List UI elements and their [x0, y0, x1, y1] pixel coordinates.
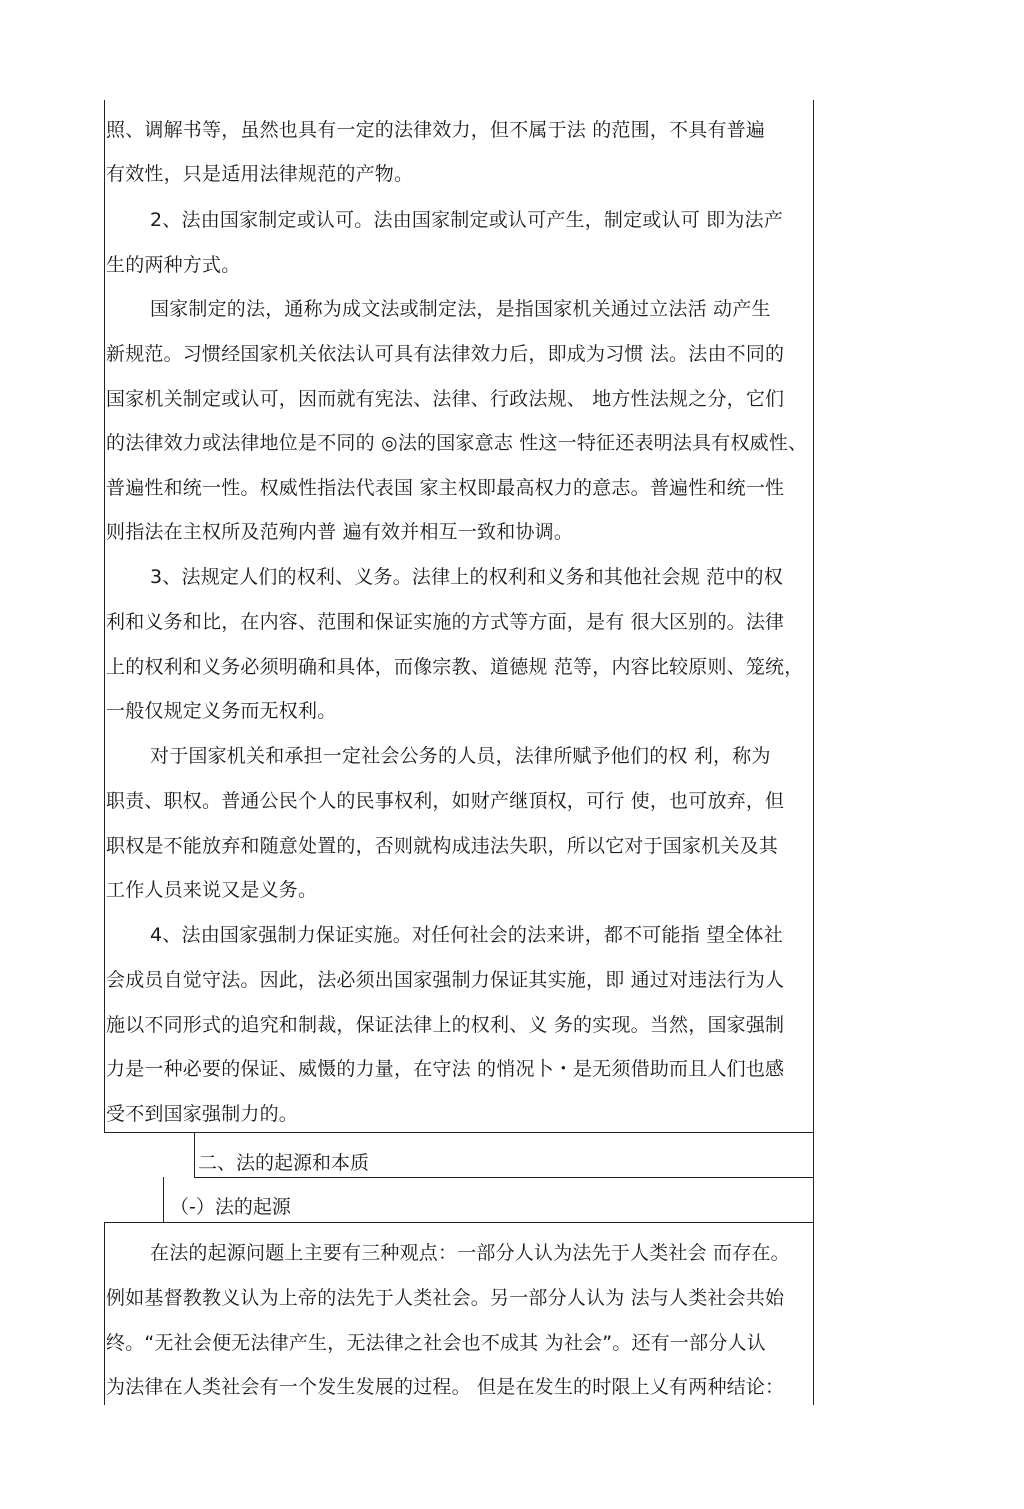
text-line: 4、法由国家强制力保证实施。对任何社会的法来讲，都不可能指 望全体社 [150, 924, 783, 946]
section-heading: 二、法的起源和本质 [198, 1152, 370, 1174]
text-line: 则指法在主权所及范殉内普 遍有效并相互一致和协调。 [106, 521, 574, 543]
text-line: 生的两种方式。 [106, 254, 241, 276]
text-line: 职权是不能放弃和随意处置的，否则就构成违法失职，所以它对于国家机关及其 [106, 835, 779, 857]
subsection-heading: （-）法的起源 [170, 1196, 291, 1218]
table-rule-1 [104, 1132, 814, 1133]
left-border-bottom [104, 1222, 105, 1405]
text-line: 为法律在人类社会有一个发生发展的过程。 但是在发生的时限上乂有两种结论： [106, 1376, 785, 1398]
text-line: 新规范。习惯经国家机关依法认可具有法律效力后，即成为习惯 法。法由不同的 [106, 343, 785, 365]
text-line: 工作人员来说又是义务。 [106, 879, 318, 901]
table-rule-3 [104, 1222, 814, 1223]
heading3-cell-left [163, 1177, 164, 1222]
text-line: 力是一种必要的保证、威慑的力量，在守法 的悄况卜・是无须借助而且人们也感 [106, 1058, 785, 1080]
left-border-top [104, 100, 105, 1133]
text-line: 2、法由国家制定或认可。法由国家制定或认可产生，制定或认可 即为法产 [150, 209, 783, 231]
text-line: 利和义务和比，在内容、范围和保证实施的方式等方面，是有 很大区别的。法律 [106, 611, 785, 633]
table-rule-2 [194, 1177, 814, 1178]
text-line: 会成员自觉守法。因此，法必须出国家强制力保证其实施，即 通过对违法行为人 [106, 969, 785, 991]
text-line: 上的权利和义务必须明确和具体，而像宗教、道德规 范等，内容比较原则、笼统， [106, 656, 804, 678]
text-line: 受不到国家强制力的。 [106, 1103, 299, 1125]
text-line: 对于国家机关和承担一定社会公务的人员，法律所赋予他们的权 利，称为 [150, 745, 771, 767]
text-line: 国家制定的法，通称为成文法或制定法，是指国家机关通过立法活 动产生 [150, 298, 771, 320]
text-line: 有效性，只是适用法律规范的产物。 [106, 163, 414, 185]
text-line: 一般仅规定义务而无权利。 [106, 700, 337, 722]
text-line: 国家机关制定或认可，因而就有宪法、法律、行政法规、 地方性法规之分，它们 [106, 388, 785, 410]
text-line: 例如基督教教义认为上帝的法先于人类社会。另一部分人认为 法与人类社会共始 [106, 1287, 785, 1309]
right-border [813, 100, 814, 1405]
text-line: 照、调解书等，虽然也具有一定的法律效力，但不属于法 的范围，不具有普遍 [106, 119, 766, 141]
text-line: 普遍性和统一性。权威性指法代表国 家主权即最高权力的意志。普遍性和统一性 [106, 477, 785, 499]
text-line: 终。“无社会便无法律产生，无法律之社会也不成其 为社会”。还有一部分人认 [106, 1332, 766, 1354]
text-line: 职责、职权。普通公民个人的民事权利，如财产继頂权，可行 使，也可放弃，但 [106, 790, 785, 812]
text-line: 的法律效力或法律地位是不同的 ◎法的国家意志 性这一特征还表明法具有权威性、 [106, 432, 808, 454]
heading2-cell-left [194, 1132, 195, 1177]
text-line: 施以不同形式的追究和制裁，保证法律上的权利、义 务的实现。当然，国家强制 [106, 1014, 785, 1036]
text-line: 3、法规定人们的权利、义务。法律上的权利和义务和其他社会规 范中的权 [150, 566, 783, 588]
text-line: 在法的起源问题上主要有三种观点：一部分人认为法先于人类社会 而存在。 [150, 1242, 790, 1264]
